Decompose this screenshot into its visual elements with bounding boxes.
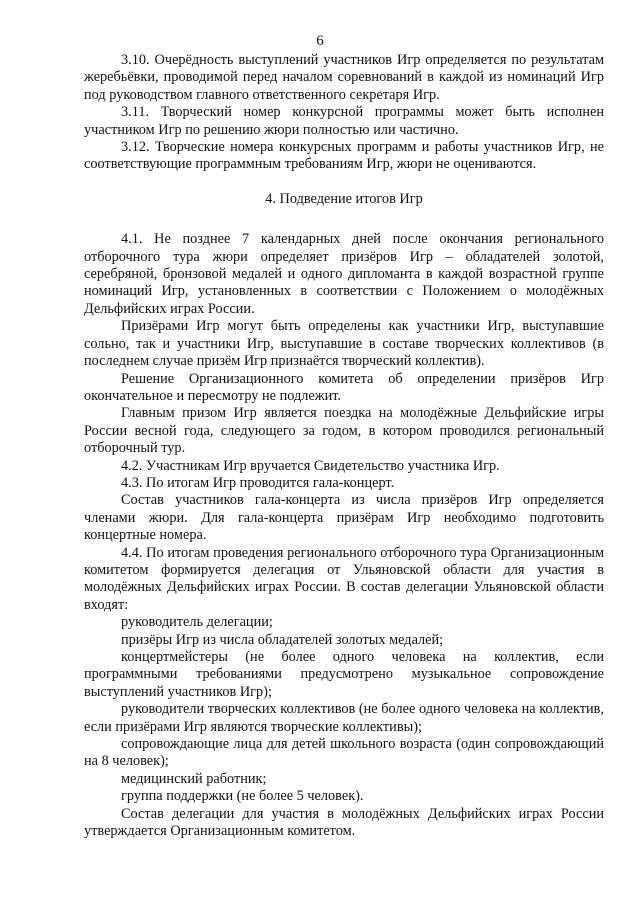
list-item-delegation-head: руководитель делегации;	[121, 614, 273, 631]
list-item-accompanists: концертмейстеры (не более одного человека на коллектив, если программными требованиями предусмотрено музыкальное сопровождение выступлений участников Игр);	[84, 649, 604, 700]
paragraph-delegation-approval: Состав делегации для участия в молодёжных Дельфийских играх России утверждается Организационным комитетом.	[84, 805, 604, 840]
paragraph-3-11: 3.11. Творческий номер конкурсной программы может быть исполнен участником Игр по решению жюри полностью или частично.	[84, 104, 604, 138]
paragraph-gala-concert: Состав участников гала-концерта из числа призёров Игр определяется членами жюри. Для гала-концерта призёрам Игр необходимо подготовить концертные номера.	[84, 492, 604, 544]
document-body	[84, 52, 604, 840]
list-item-medic: медицинский работник;	[121, 770, 267, 787]
paragraph-3-12: 3.12. Творческие номера конкурсных программ и работы участников Игр, не соответствующие программным требованиям Игр, жюри не оцениваются.	[84, 139, 604, 173]
list-item-group-leaders: руководители творческих коллективов (не более одного человека на коллектив, если призёрами Игр являются творческие коллективы);	[84, 701, 604, 735]
list-item-chaperones: сопровождающие лица для детей школьного возраста (один сопровождающий на 8 человек);	[84, 736, 604, 770]
page-number: 6	[316, 33, 324, 49]
paragraph-3-10: 3.10. Очерёдность выступлений участников Игр определяется по результатам жеребьёвки, проводимой перед началом соревнований в каждой из номинаций Игр под руководством главного ответственного секретаря Игр.	[84, 52, 604, 103]
paragraph-4-2: 4.2. Участникам Игр вручается Свидетельство участника Игр.	[121, 457, 500, 474]
paragraph-main-prize: Главным призом Игр является поездка на молодёжные Дельфийские игры России весной года, следующего за годом, в котором проводился региональный отборочный тур.	[84, 405, 604, 457]
paragraph-4-4: 4.4. По итогам проведения регионального отборочного тура Организационным комитетом формируется делегация от Ульяновской области для участия в молодёжных Дельфийских играх России. В состав делегации Ульяновской области входят:	[84, 544, 604, 613]
list-item-gold-winners: призёры Игр из числа обладателей золотых медалей;	[121, 631, 444, 648]
paragraph-4-1: 4.1. Не позднее 7 календарных дней после окончания регионального отборочного тура жюри определяет призёров Игр – обладателей золотой, серебряной, бронзовой медалей и одного дипломанта в каждой возрастной группе номинаций Игр, установленных в соответствии с Положением о молодёжных Дельфийских играх России.	[84, 231, 604, 317]
paragraph-winners: Призёрами Игр могут быть определены как участники Игр, выступавшие сольно, так и участники Игр, выступавшие в составе творческих коллективов (в последнем случае призём Игр признаётся творческий коллектив).	[84, 318, 604, 370]
list-item-support-group: группа поддержки (не более 5 человек).	[121, 788, 364, 805]
paragraph-4-3: 4.3. По итогам Игр проводится гала-концерт.	[121, 474, 395, 491]
paragraph-decision: Решение Организационного комитета об определении призёров Игр окончательное и пересмотру не подлежит.	[84, 370, 604, 404]
section-heading: 4. Подведение итогов Игр	[265, 190, 423, 207]
